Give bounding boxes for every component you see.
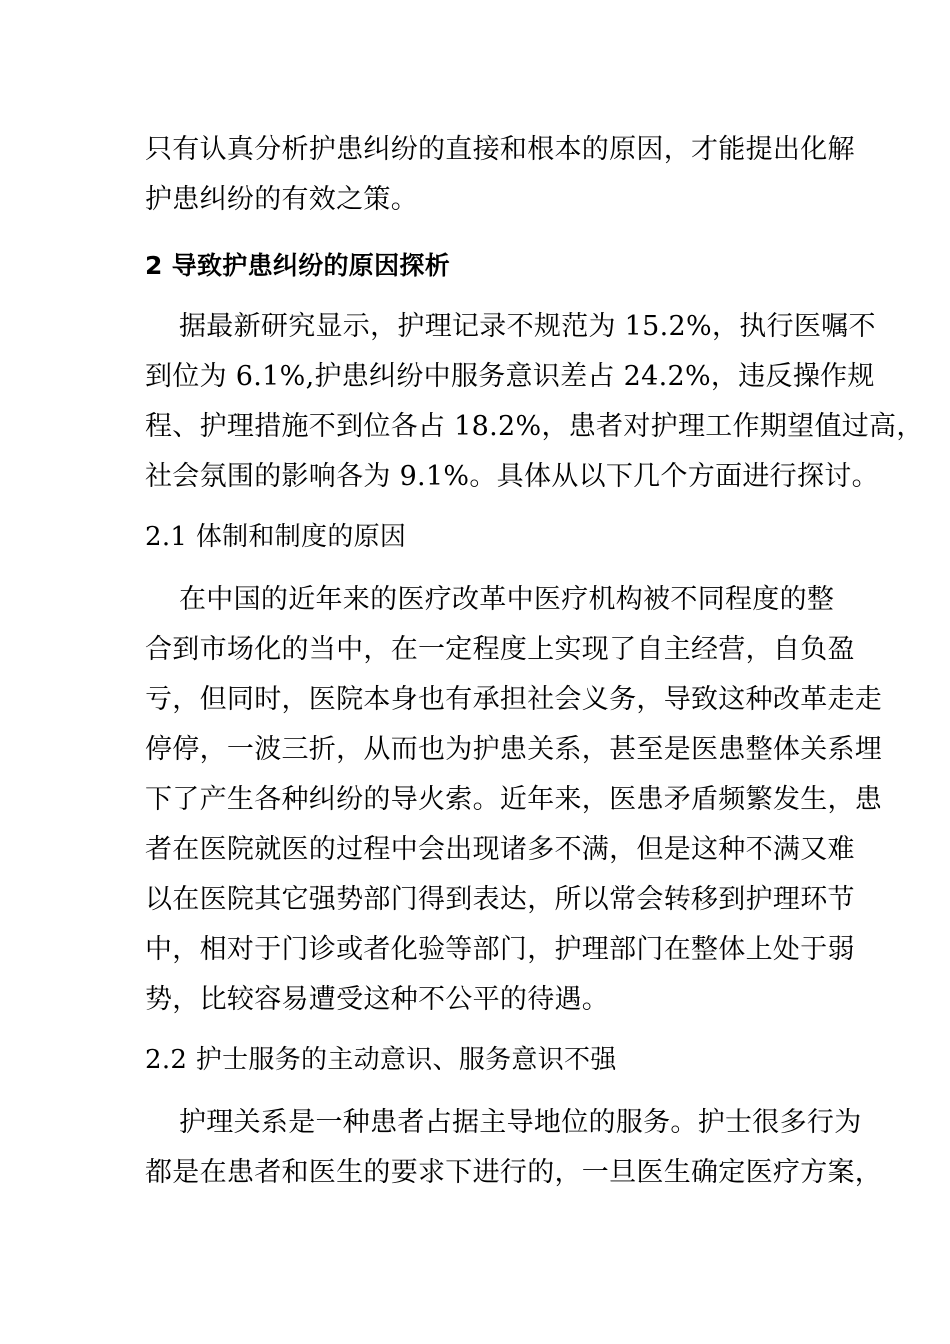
section-2-1-line-1: 在中国的近年来的医疗改革中医疗机构被不同程度的整 xyxy=(179,584,835,615)
section-2-2-line-2: 都是在患者和医生的要求下进行的，一旦医生确定医疗方案， xyxy=(145,1157,883,1188)
section-2-1-line-9: 势，比较容易遭受这种不公平的待遇。 xyxy=(145,984,610,1015)
section-2-1-heading: 2.1 体制和制度的原因 xyxy=(145,522,407,552)
section-2-line-4: 社会氛围的影响各为 9.1%。具体从以下几个方面进行探讨。 xyxy=(145,461,879,492)
section-2-1-line-3: 亏，但同时，医院本身也有承担社会义务，导致这种改革走走 xyxy=(145,684,883,715)
intro-line-1: 只有认真分析护患纠纷的直接和根本的原因，才能提出化解 xyxy=(145,134,855,165)
section-2-line-2: 到位为 6.1%,护患纠纷中服务意识差占 24.2%，违反操作规 xyxy=(145,361,875,392)
section-2-2-heading: 2.2 护士服务的主动意识、服务意识不强 xyxy=(145,1045,617,1075)
section-2-1-line-4: 停停，一波三折，从而也为护患关系，甚至是医患整体关系埋 xyxy=(145,734,883,765)
section-2-1-line-5: 下了产生各种纠纷的导火索。近年来，医患矛盾频繁发生，患 xyxy=(145,784,883,815)
section-2-1-line-2: 合到市场化的当中，在一定程度上实现了自主经营，自负盈 xyxy=(145,634,855,665)
section-2-line-3: 程、护理措施不到位各占 18.2%，患者对护理工作期望值过高， xyxy=(145,411,924,442)
section-2-heading: 2 导致护患纠纷的原因探析 xyxy=(145,251,450,280)
section-2-1-line-8: 中，相对于门诊或者化验等部门，护理部门在整体上处于弱 xyxy=(145,934,855,965)
intro-line-2: 护患纠纷的有效之策。 xyxy=(145,184,418,215)
section-2-2-line-1: 护理关系是一种患者占据主导地位的服务。护士很多行为 xyxy=(179,1107,862,1138)
section-2-1-line-6: 者在医院就医的过程中会出现诸多不满，但是这种不满又难 xyxy=(145,834,855,865)
section-2-1-line-7: 以在医院其它强势部门得到表达，所以常会转移到护理环节 xyxy=(145,884,855,915)
section-2-line-1: 据最新研究显示，护理记录不规范为 15.2%，执行医嘱不 xyxy=(179,311,876,342)
